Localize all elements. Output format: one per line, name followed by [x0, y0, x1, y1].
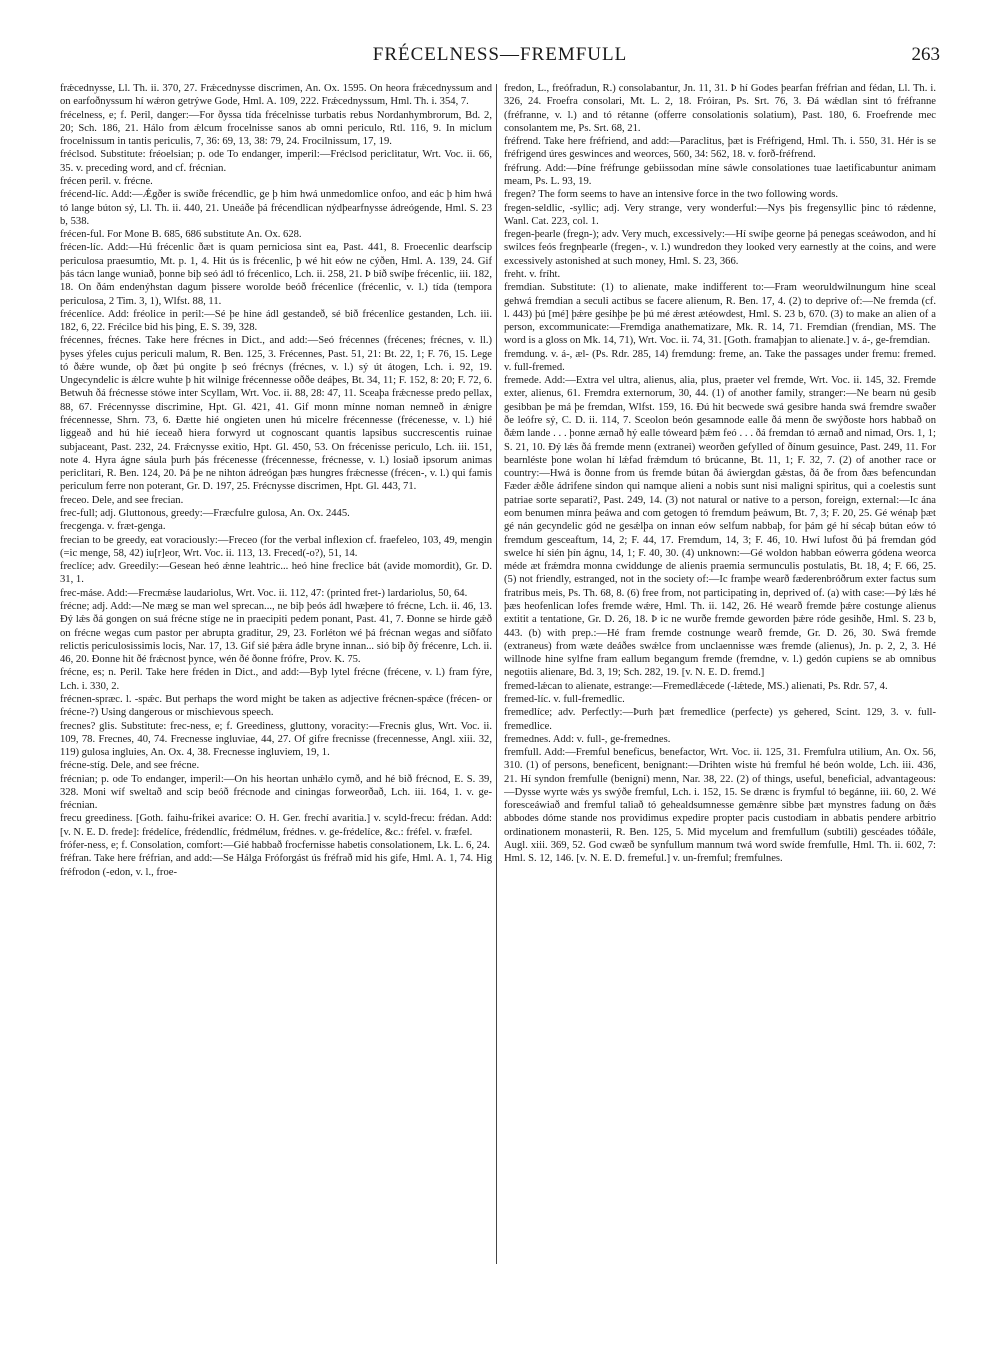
dictionary-entry: fremednes. Add: v. full-, ge-fremednes.	[504, 733, 671, 745]
dictionary-entry: frécen-ful. For Mone B. 685, 686 substitute An. Ox. 628.	[60, 229, 302, 241]
dictionary-entry: fregen-seldlic, -syllic; adj. Very strange, very wonderful:—Nys þis fregensyllic þinc tó rǽdenne, Wanl. Cat. 223, col. 1.	[504, 202, 936, 227]
dictionary-entry: frecian to be greedy, eat voraciously:—Freceo (for the verbal inflexion cf. fraefeleo, 103, 49, mengin (=ic menge, 58, 42) iu[r]eor, Wrt. Voc. ii. 113, 13. Freced(-o?), 51, 14.	[60, 534, 492, 559]
dictionary-entry: fréfrend. Take here fréfriend, and add:—Paraclitus, þæt is Fréfrigend, Hml. Th. i. 550, 31. Hér is se fréfrigend úres geswinces and weorces, 560, 34: 562, 18. v. forð-fréfrend.	[504, 136, 936, 161]
dictionary-entry: frec-máse. Add:—Frecmǽse laudariolus, Wrt. Voc. ii. 112, 47: (printed fret-) lardariolus, 50, 64.	[60, 587, 468, 599]
dictionary-entry: frófer-ness, e; f. Consolation, comfort:—Gié habbað frocfernisse habetis consolationem, Lk. L. 6, 24.	[60, 840, 490, 852]
dictionary-entry: freclíce; adv. Greedily:—Gesean heó ǽnne leahtric... heó hine freclice bát (avide momordit), Gr. D. 31, 1.	[60, 561, 492, 586]
dictionary-entry: frécend-líc. Add:—Ǽgðer is swíðe frécendlic, ge þ him hwá unmedomlice onfoo, and eác þ him hwá tó lange búton sý, Ll. Th. ii. 440, 21. Uneáðe þá frécendlican nýdþearfnysse ádreógende, Hml. S. 23 b, 538.	[60, 189, 492, 227]
column-divider	[496, 84, 497, 1264]
dictionary-entry: fremdian. Substitute: (1) to alienate, make indifferent to:—Fram weoruldwilnungum hine sceal gehwá fremdian a seculi actibus se facere alienum, R. Ben. 17, 4. (2) to deprive of:—Ne fremda (cf. l. 443) þú [mé] þǽre gesihþe þe þú mé ǽrest ætéowdest, Hml. S. 23 b, 670. (3) to make an alien of a person, excommunicate:—Fremdiga anathematizare, Mk. R. 14, 71. Fremdian (frendian, MS. The word is a gloss on Mk. 14, 71), Wrt. Voc. ii. 74, 31. [Goth. framaþjan to alienate.] v. á-, ge-fremdian.	[504, 282, 936, 347]
running-title: FRÉCELNESS—FREMFULL	[372, 44, 628, 65]
dictionary-entry: frǽcednysse, Ll. Th. ii. 370, 27. Frǽcednysse discrimen, An. Ox. 1595. On heora frǽcednyssum and on earfoðnyssum hí wǽron getrýwe Gode, Hml. A. 109, 222. Frǽcednyssum, Hml. Th. i. 354, 7.	[60, 83, 492, 108]
dictionary-entry: fremede. Add:—Extra vel ultra, alienus, alia, plus, praeter vel fremde, Wrt. Voc. ii. 145, 32. Fremde exter, alienus, 61. Fremdra externorum, 30, 44. (1) of another family, stranger:—Ne bearn nú gesib gesibban þe má þe fremdan, Wlfst. 159, 16. Ðú hit becwede swá gesibre handa swá fremdre swaðer ðe leófre sý, C. D. ii. 114, 7. Sceolon beón gesamnode ealle ðá menn ðe swýðoste hors habbað on ðǽm lande . . . þonne ærnað hý ealle tóweard þǽm feó . . . ðá fremdan tó ærnað and nimad, Ors. 1, 1; S. 21, 10. Ðý lǽs ðá fremde menn (extranei) weorðen gefylled of ðínum gesuince, Past. 249, 11. For bearnléste þone wolan hí lǽfad frǽmdum tó brúcanne, Bt. 11, 1; F. 32, 7. (2) of another race or country:—Hwá is ðonne from ús fremde bútan ðá áwiergdan gǽstas, ðá ðe from ðæs befencundan Fæder ǽðle ádrifene sindon qui namque alieni a nobis sunt nisi maligni spiritus, qui a coelestis sunt patriae sorte separati?, Past. 249, 14. (3) not natural or native to a person, foreign, external:—Ic ána eom benumen mínra þeáwa and com getogen tó fremdum þeáwum, Bt. 7, 3; F. 20, 25. Gé wénaþ þæt gé nán gecyndelic gód ne gesǽlþa on innan eów selfum nabbaþ, for þám gé hí sécaþ bútan eów tó fremdum gesceaftum, 14, 2; F. 44, 17. Fremdum, 14, 3; F. 46, 10. Hwí lufost ðú þá fremdan gód swelce hí sién þín ágnu, 14, 1; F. 40, 30. (4) unknown:—Gé woldon habban eówerra gódena weorca méde æt frǽmdra monna cwiddunge de alienis praemia sermunculis postulatis, Bt. 18, 4; F. 66, 25. (5) not friendly, estranged, not in the society of:—Ic framþe wearð fæderenbróðrum exter factus sum fratribus meis, Ps. Th. 68, 8. (6) free from, not participating in, deprived of. (a) with case:—Þý lǽs hé þæs heofenlican lofes fremde wǽre, Hml. Th. ii. 142, 26. Hé wearð fremde þǽre costunge alienus extitit a tentatione, Gr. D. 26, 18. Þ ic ne wurðe fremde geworden þǽre róde gesihðe, Hml. S. 23 b, 443. (b) with prep.:—Hé fram fremde costnunge wearð fremde, Gr. D. 26, 30. Swá fremde (extraneus) from wæte deáðes swǽlce from unclaennisse wæs fremde (alienus), Jn. p. 2, 2, 3. Hé willnode hine sylfne fram eallum begangum fremde (fremdne, v. l.) gedón cupiens se ab omnibus negotiis alienare, Bd. 3, 19; Sch. 282, 19. [v. N. E. D. fremd.]	[504, 375, 936, 679]
dictionary-entry: frécennes, frécnes. Take here frécnes in Dict., and add:—Seó frécennes (frécenes; frécnes, v. ll.) þyses ýfeles cujus periculi malum, R. Ben. 125, 3. Frécennes, Past. 51, 21: Bt. 22, 1; F. 76, 15. Lege tó ðǽre wunde, oþ ðæt þú ongite þ seó frécnys (frécnes, v. l.) sý út átogen, Lch. i. 92, 19. Ungecyndelic is ǽlcre wuhte þ hit wilnige frécennesse oððe deáþes, Bt. 34, 11; F. 152, 8: 20; F. 72, 6. Betwuh ðá frécnesse stówe inter Scyllam, Wrt. Voc. ii. 88, 28: 47, 11. Sceaþa frǽcnesse predo pellax, 88, 67. Frécennysse discrimine, Hpt. Gl. 421, 41. Gif monn mínne noman nemneð in ǽnigre frécennesse, Shrn. 73, 6. Ðætte hié ongieten unen hú micelre frécennesse (frécenesse, v. l.) hié liggeað and hú hié íeceað hiera forwyrd ut cognoscant quantis lapsibus succrescentis ruinae subjaceant, Past. 232, 24. Frǽcnysse exitio, Hpt. Gl. 450, 53. On frécenisse periculo, Lch. iii. 151, note 4. Hyra ágne sáula þurh þás frécenesse (frécennesse, frécnesse, v. l.) losiað ipsorum animas periclitari, R. Ben. 124, 20. Þá þe ne nihton ádreógan þæs hungres frǽcnesse (frécen-, v. l.) qui famis periculum ferre non poterant, Gr. D. 197, 25. Frécnysse discrimen, Hpt. Gl. 443, 71.	[60, 335, 492, 493]
dictionary-entry: frec-full; adj. Gluttonous, greedy:—Fræcfulre gulosa, An. Ox. 2445.	[60, 508, 350, 519]
dictionary-entry: frecu greediness. [Goth. faihu-frikei avarice: O. H. Ger. frechí avaritia.] v. scyld-frecu: frédan. Add: [v. N. E. D. frede]: frédelíce, frédendlíc, frédméluм, frédnes. v. ge-frédelíce, &c.: fréfel. v. fræfel.	[60, 813, 492, 838]
dictionary-entry: frécenlíce. Add: fréolice in peril:—Sé þe hine ádl gestandeð, sé bið frécenlíce gestanden, Lch. iii. 182, 6, 22. Frécilce bid his þing, E. S. 39, 328.	[60, 308, 492, 334]
dictionary-entry: fremed-lǽcan to alienate, estrange:—Fremedlǽcede (-lǽtede, MS.) alienati, Ps. Rdr. 57, 4.	[504, 680, 888, 692]
dictionary-entry: frécen-líc. Add:—Hú frécenlic ðæt is quam perniciosa sint ea, Past. 441, 8. Froecenlic dearfscip periculosa praesumtio, Mt. p. 1, 4. Hit ús is frécenlic, þ wé hit eów ne cýðen, Hml. A. 139, 24. Gif þás tácn lange wuniað, þonne biþ seó ádl tó frécenlico, Lch. ii. 258, 21. Þ bið swíþe frécenlic, iii. 182, 18. On ðám endenýhstan dagum þissere worolde beóð frécenlice (frécenlic, v. l.) tída (tempora periculosa, 2 Tim. 3, 1), Wlfst. 88, 11.	[60, 242, 492, 307]
page-number: 263	[911, 44, 940, 65]
page-header	[60, 44, 940, 70]
dictionary-entry: frécnen-spræc. l. -spǽc. But perhaps the word might be taken as adjective frécnen-spǽce (frécen- or frécne-?) Using dangerous or mischievous speech.	[60, 693, 492, 719]
dictionary-entry: fredon, L., freófradun, R.) consolabantur, Jn. 11, 31. Þ hí Godes þearfan fréfrian and fédan, Ll. Th. i. 326, 24. Froefra consolari, Mt. L. 2, 18. Fróiran, Ps. Srt. 76, 3. Ðá wǽdlan sint tó fréfranne (fréfranne, v. l.) and tó rétanne (offerre consolationis solatium), Past. 180, 6. Froefrende mec consolantem me, Ps. Srt. 68, 21.	[504, 83, 936, 134]
dictionary-entry: frécnian; p. ode To endanger, imperil:—On his heortan unhǽlo cymð, and hé bið frécnod, E. S. 39, 328. Moni wíf sweltað and scip beóð frécnode and ciningas forweorðað, Lch. iii. 164, 1. v. ge-frécnian.	[60, 773, 492, 812]
dictionary-entry: frécen peril. v. frécne.	[60, 175, 153, 187]
dictionary-entry: fremdung. v. á-, æl- (Ps. Rdr. 285, 14) fremdung: freme, an. Take the passages under fremu: fremed. v. full-fremed.	[504, 348, 936, 373]
dictionary-entry: fremedlíce; adv. Perfectly:—Þurh þæt fremedlice (perfecte) ys gehered, Scint. 129, 3. v. full-fremedlice.	[504, 707, 936, 732]
dictionary-entry: fregen? The form seems to have an intensive force in the two following words.	[504, 189, 838, 201]
dictionary-entry: fréfran. Take here fréfrian, and add:—Se Hálga Fróforgást ús fréfrað mid his gife, Hml. A. 1, 74. Hig fréfrodon (-edon, v. l., froe-	[60, 853, 492, 878]
dictionary-entry: fréfrung. Add:—Þíne fréfrunge gebiissodan míne sáwle consolationes tuae laetificabuntur animam meam, Ps. L. 93, 19.	[504, 162, 936, 187]
dictionary-entry: freht. v. fríht.	[504, 268, 561, 280]
dictionary-entry: frecgenga. v. fræt-genga.	[60, 521, 166, 533]
left-column	[60, 82, 492, 1332]
dictionary-entry: fréclsod. Substitute: fréoelsian; p. ode To endanger, imperil:—Fréclsod periclitatur, Wrt. Voc. ii. 66, 35. v. preceding word, and cf. frécnian.	[60, 149, 492, 174]
dictionary-entry: freceo. Dele, and see frecian.	[60, 494, 184, 506]
dictionary-entry: fremed-líc. v. full-fremedlic.	[504, 693, 625, 705]
dictionary-entry: frecnes? glis. Substitute: frec-ness, e; f. Greediness, gluttony, voracity:—Frecnis glus, Wrt. Voc. ii. 109, 78. Frecnes, 40, 74. Frecnesse ingluviae, 44, 27. Of gifre frecnisse (frecennesse, Angl. xiii. 32, 119) gulosa ingluies, An. Ox. 4, 38. Frecnesse ingluviem, 19, 1.	[60, 720, 492, 759]
right-column	[504, 82, 936, 1332]
dictionary-entry: fregen-þearle (fregn-); adv. Very much, excessively:—Hí swíþe geornе þá penegas sceáwodon, and hí swilces feós fregnþearle (fregen-, v. l.) wundredon they looked very earnestly at the coins, and were excessively astonished at such money, Hml. S. 23, 366.	[504, 229, 936, 267]
dictionary-entry: fremfull. Add:—Fremful beneficus, benefactor, Wrt. Voc. ii. 125, 31. Fremfulra utilium, An. Ox. 56, 310. (1) of persons, beneficent, benignant:—Drihten wiste hú fremful hé beón wolde, Lch. iii. 436, 21. Hí syndon fremfulle (benigni) menn, Nar. 38, 22. (2) of things, useful, beneficial, advantageous:—Dysse wyrte wǽs ys swýðe fremful, Lch. i. 152, 15. Se drænc is frymful tó begánne, iii. 60, 2. Wé foresceáwiað and fremful taliað tó gehealdsumnesse gemǽnre sibbe þæt mynstres fadung on ðǽs abbodes dóme stande nos providimus expedire propter pacis custodiam in abbatis pendere arbitrio ordinationem monasterii, R. Ben. 125, 5. Mid mycelum and fremfullum (subtili) gescéades tóðále, Augl. xiii. 369, 52. God cwæð be synfullum mannum twá word swíde fremfulle, Hml. Th. ii. 602, 7: Hml. S. 12, 146. [v. N. E. D. fremeful.] v. un-fremful; fremfulnes.	[504, 747, 936, 865]
dictionary-entry: frécne-stíg. Dele, and see frécne.	[60, 760, 200, 772]
dictionary-entry: frécelness, e; f. Peril, danger:—For ðyssa tída frécelnisse turbatis rebus Nordanhymbrorum, Bd. 2, 20; Sch. 186, 21. Hálo from ǽlcum frocelnisse sanos ab omni periculo, Rtl. 116, 9. In miclum frocelnissum in tantis periculis, 7, 36: 69, 13, 38: 79, 24. Frocilnissum, 17, 19.	[60, 109, 492, 148]
dictionary-entry: frécne, es; n. Peril. Take here fréden in Dict., and add:—Byþ lytel frécne (frécene, v. l.) fram fýre, Lch. i. 330, 2.	[60, 667, 492, 692]
dictionary-entry: frécne; adj. Add:—Ne mæg se man wel sprecan..., ne biþ þeós ádl hwæþere tó frécne, Lch. ii. 46, 13. Ðý lǽs ðá gongen on suá frécne stíge ne in praecipiti pedem ponant, Past. 41, 7. Ðonne se hirde gǽð on frécne wegas cum pastor per abrupta graditur, 29, 23. Forléton wé þá frécnan wegas and síðfato relictis periculosissimis locis, Nar. 17, 13. Gif sié þǽra ádle bryne innan... sió biþ ðý frécenre, Lch. ii. 46, 20. Ðonne hit ðé frǽcnost þynce, wén ðé ðonne frófre, Prov. K. 75.	[60, 600, 492, 666]
